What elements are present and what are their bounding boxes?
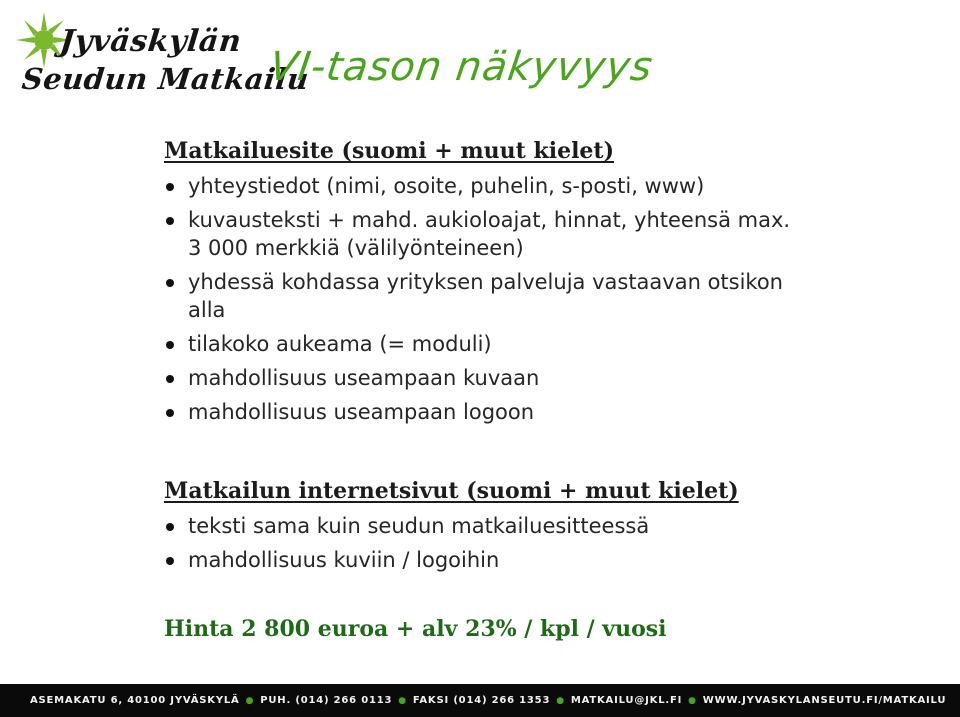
footer-phone: (014) 266 0113 [295, 695, 393, 706]
section-heading-brochure: Matkailuesite (suomi + muut kielet) [164, 138, 615, 164]
footer-fax-label: FAKSI [412, 695, 450, 706]
bullet-icon [166, 523, 174, 531]
footer-address: ASEMAKATU 6, 40100 JYVÄSKYLÄ [30, 695, 240, 706]
separator-icon: ● [245, 695, 255, 706]
list-item [164, 330, 804, 358]
logo-text-line1: Jyväskylän [58, 24, 244, 59]
brand-logo [14, 10, 311, 102]
slide-title: VI-tason näkyvyys [266, 44, 656, 90]
section-heading-website: Matkailun internetsivut (suomi + muut kielet) [164, 478, 739, 504]
list-item-text: tilakoko aukeama (= moduli) [188, 332, 492, 356]
bullet-icon [166, 279, 174, 287]
list-item [164, 546, 804, 574]
list-item-text: mahdollisuus useampaan kuvaan [188, 366, 540, 390]
bullet-icon [166, 341, 174, 349]
bullet-icon [166, 409, 174, 417]
list-item-text: mahdollisuus useampaan logoon [188, 400, 535, 424]
list-item [164, 512, 804, 540]
list-item [164, 398, 804, 426]
footer-bar [0, 684, 960, 717]
footer-website: WWW.JYVASKYLANSEUTU.FI/MATKAILU [702, 695, 947, 706]
price-line: Hinta 2 800 euroa + alv 23% / kpl / vuosi [164, 616, 667, 642]
separator-icon: ● [688, 695, 697, 706]
logo-text-line2: Seudun Matkailu [20, 62, 311, 96]
list-item [164, 268, 784, 324]
footer-email: MATKAILU@JKL.FI [570, 695, 683, 706]
list-item-text: yhdessä kohdassa yrityksen palveluja vastaavan otsikon alla [188, 270, 783, 322]
bullet-icon [166, 557, 174, 565]
list-item-text: yhteystiedot (nimi, osoite, puhelin, s-posti, www) [188, 174, 705, 198]
list-item-text: kuvausteksti + mahd. aukioloajat, hinnat, yhteensä max. 3 000 merkkiä (välilyönteineen) [188, 208, 791, 260]
footer-fax: (014) 266 1353 [453, 695, 551, 706]
bullet-list-website [164, 512, 804, 580]
separator-icon: ● [556, 695, 565, 706]
list-item [164, 206, 804, 262]
list-item [164, 364, 804, 392]
list-item [164, 172, 804, 200]
list-item-text: mahdollisuus kuviin / logoihin [188, 548, 500, 572]
bullet-icon [166, 217, 174, 225]
bullet-list-brochure [164, 172, 804, 432]
list-item-text: teksti sama kuin seudun matkailuesitteessä [188, 514, 650, 538]
separator-icon: ● [398, 695, 407, 706]
footer-phone-label: PUH. [260, 695, 292, 706]
bullet-icon [166, 375, 174, 383]
bullet-icon [166, 183, 174, 191]
